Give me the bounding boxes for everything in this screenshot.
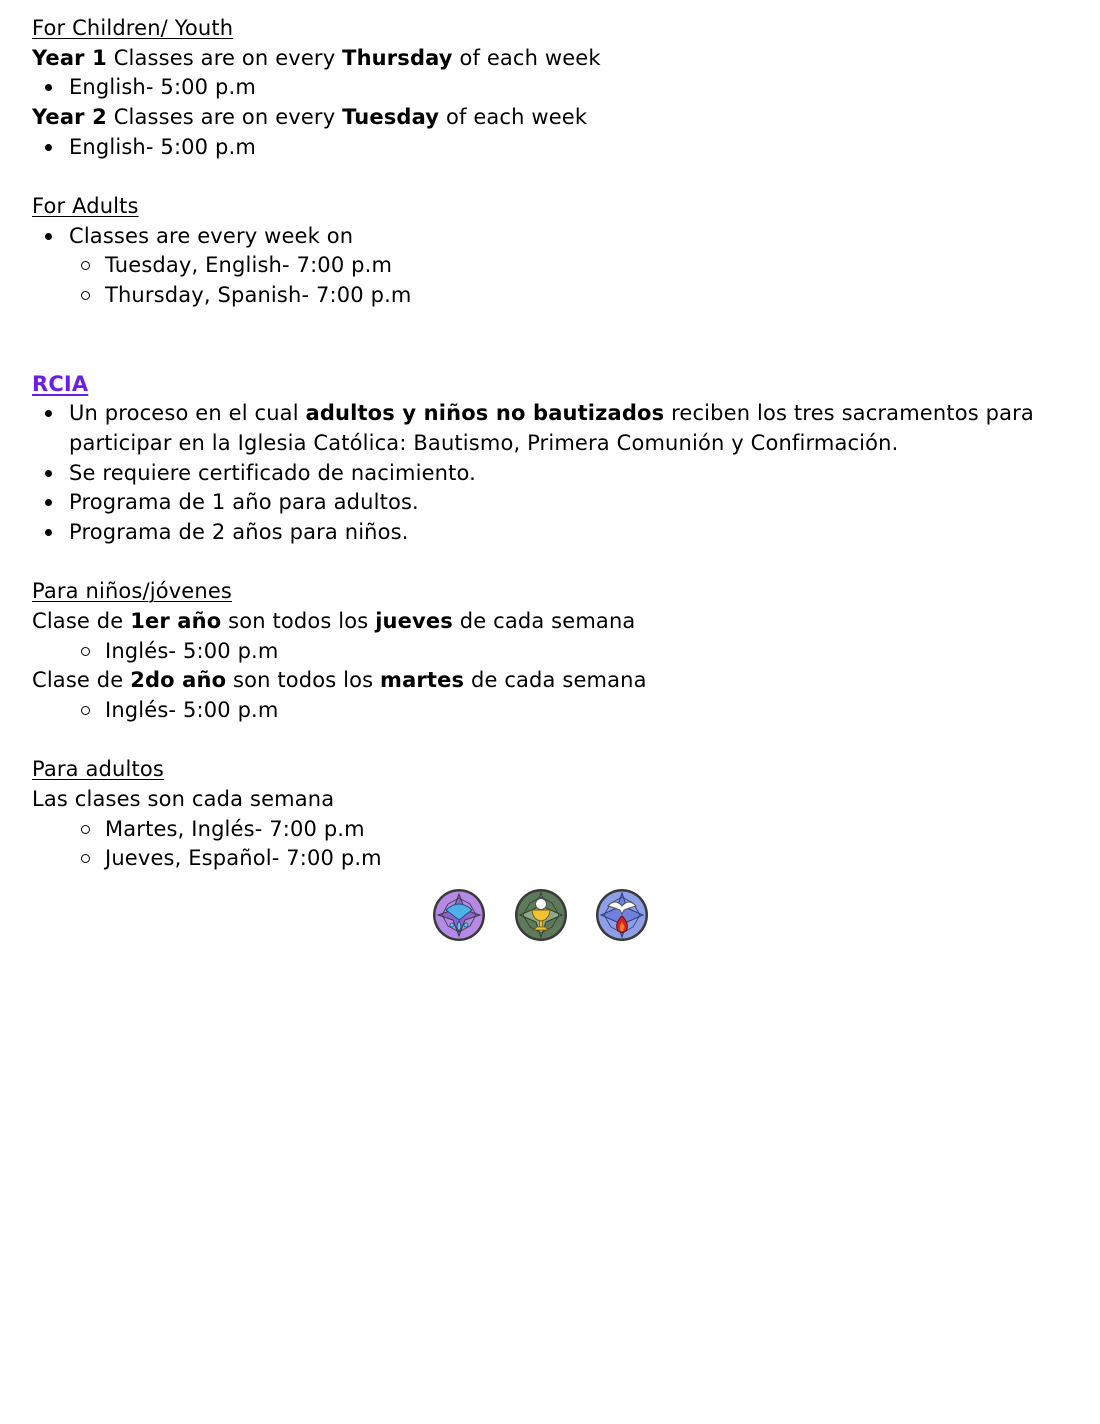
year2-text: Classes are on every bbox=[106, 105, 343, 129]
ninos-text: son todos los bbox=[221, 609, 376, 633]
adults-session: Tuesday, English- 7:00 p.m bbox=[105, 253, 393, 277]
year2-tail: of each week bbox=[439, 105, 588, 129]
ninos-day: martes bbox=[380, 668, 465, 692]
ninos-year2-line bbox=[32, 665, 647, 695]
sacrament-icons bbox=[432, 888, 652, 944]
ninos-session: Inglés- 5:00 p.m bbox=[105, 698, 279, 722]
adultos-session: Martes, Inglés- 7:00 p.m bbox=[105, 817, 365, 841]
year2-session: English- 5:00 p.m bbox=[69, 135, 256, 159]
rcia-item: Programa de 2 años para niños. bbox=[69, 520, 409, 544]
ninos-heading: Para niños/jóvenes bbox=[32, 579, 232, 603]
rcia-text: Un proceso en el cual bbox=[69, 401, 306, 425]
year1-text: Classes are on every bbox=[106, 46, 343, 70]
eucharist-icon bbox=[514, 888, 568, 942]
adults-intro: Classes are every week on bbox=[69, 224, 354, 248]
rcia-link[interactable]: RCIA bbox=[32, 372, 89, 396]
rcia-item: Programa de 1 año para adultos. bbox=[69, 490, 419, 514]
adults-heading: For Adults bbox=[32, 194, 139, 218]
year1-label: Year 1 bbox=[32, 46, 107, 70]
adultos-heading: Para adultos bbox=[32, 757, 164, 781]
ninos-session: Inglés- 5:00 p.m bbox=[105, 639, 279, 663]
rcia-text: reciben los tres sacramentos para bbox=[664, 401, 1034, 425]
confirmation-icon bbox=[595, 888, 649, 942]
adultos-session: Jueves, Español- 7:00 p.m bbox=[105, 846, 382, 870]
children-heading: For Children/ Youth bbox=[32, 16, 234, 40]
ninos-year-label: 2do año bbox=[130, 668, 227, 692]
year2-day: Tuesday bbox=[342, 105, 440, 129]
ninos-text: Clase de bbox=[32, 609, 131, 633]
rcia-description-cont: participar en la Iglesia Católica: Bautismo, Primera Comunión y Confirmación. bbox=[69, 431, 899, 455]
baptism-icon bbox=[432, 888, 486, 942]
ninos-year1-line bbox=[32, 606, 635, 636]
rcia-bold-text: adultos y niños no bautizados bbox=[305, 401, 665, 425]
year2-label: Year 2 bbox=[32, 105, 107, 129]
ninos-text: de cada semana bbox=[464, 668, 647, 692]
ninos-text: de cada semana bbox=[452, 609, 636, 633]
ninos-year-label: 1er año bbox=[130, 609, 222, 633]
rcia-item: Se requiere certificado de nacimiento. bbox=[69, 461, 476, 485]
year1-tail: of each week bbox=[452, 46, 601, 70]
year1-day: Thursday bbox=[342, 46, 453, 70]
ninos-day: jueves bbox=[375, 609, 453, 633]
year2-line bbox=[32, 102, 587, 132]
adultos-intro: Las clases son cada semana bbox=[32, 787, 335, 811]
adults-session: Thursday, Spanish- 7:00 p.m bbox=[105, 283, 412, 307]
year1-session: English- 5:00 p.m bbox=[69, 75, 256, 99]
ninos-text: son todos los bbox=[226, 668, 381, 692]
ninos-text: Clase de bbox=[32, 668, 131, 692]
year1-line bbox=[32, 43, 601, 73]
rcia-description bbox=[69, 398, 1034, 428]
